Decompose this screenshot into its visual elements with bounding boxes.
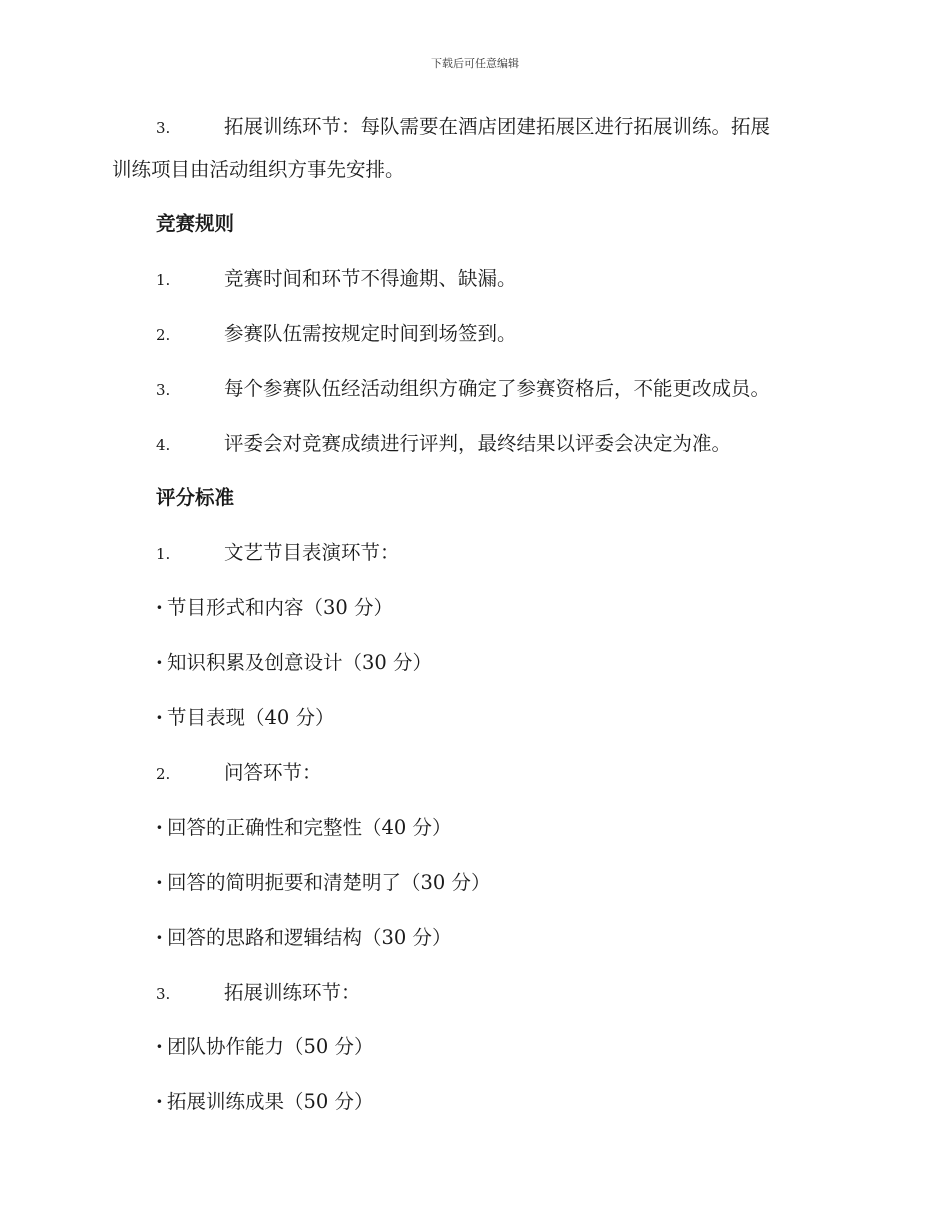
bullet-dot: · [156,706,163,729]
list-item: 每个参赛队伍经活动组织方确定了参赛资格后，不能更改成员。 [224,377,771,400]
list-number: 4. [156,436,171,454]
list-number: 3. [156,381,171,399]
bullet-item: · 拓展训练成果（50 分） [156,1090,374,1113]
bullet-item: · 团队协作能力（50 分） [156,1035,374,1058]
bullet-item: · 回答的正确性和完整性（40 分） [156,816,452,839]
bullet-dot: · [156,926,163,949]
bullet-dot: · [156,871,163,894]
paragraph-line: 训练项目由活动组织方事先安排。 [112,158,405,181]
section-heading-scoring: 评分标准 [156,486,235,509]
section-heading-rules: 竞赛规则 [156,212,235,235]
bullet-item: · 节目形式和内容（30 分） [156,596,394,619]
bullet-dot: · [156,1090,163,1113]
page-header: 下载后可任意编辑 [431,57,519,70]
list-number: 3. [156,985,171,1003]
list-number: 1. [156,545,171,563]
bullet-dot: · [156,651,163,674]
scoring-section-title: 问答环节： [224,761,322,784]
list-number: 3. [156,119,171,137]
paragraph-line: 拓展训练环节：每队需要在酒店团建拓展区进行拓展训练。拓展 [224,115,771,138]
list-item: 评委会对竞赛成绩进行评判，最终结果以评委会决定为准。 [224,432,732,455]
list-number: 2. [156,326,171,344]
list-number: 1. [156,271,171,289]
bullet-item: · 回答的思路和逻辑结构（30 分） [156,926,452,949]
scoring-section-title: 拓展训练环节： [224,981,361,1004]
list-number: 2. [156,765,171,783]
bullet-item: · 知识积累及创意设计（30 分） [156,651,433,674]
bullet-dot: · [156,816,163,839]
bullet-dot: · [156,1035,163,1058]
scoring-section-title: 文艺节目表演环节： [224,541,400,564]
bullet-item: · 回答的简明扼要和清楚明了（30 分） [156,871,491,894]
bullet-item: · 节目表现（40 分） [156,706,335,729]
list-item: 竞赛时间和环节不得逾期、缺漏。 [224,267,517,290]
bullet-dot: · [156,596,163,619]
list-item: 参赛队伍需按规定时间到场签到。 [224,322,517,345]
